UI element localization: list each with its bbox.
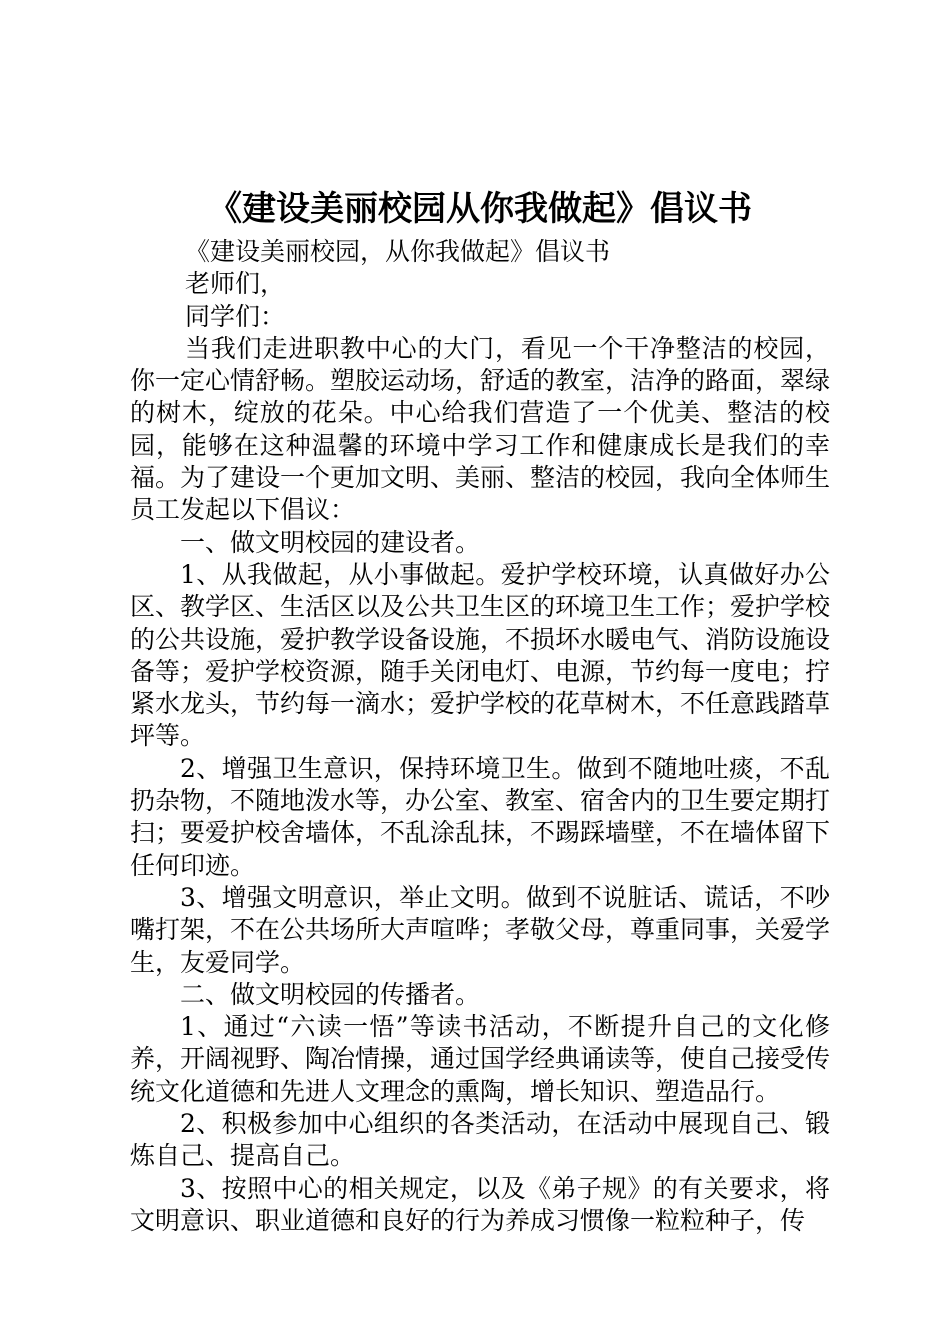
section-heading-1: 一、做文明校园的建设者。 [180, 527, 481, 557]
section-1-item-2: 2、增强卫生意识，保持环境卫生。做到不随地吐痰，不乱扔杂物，不随地泼水等，办公室、教室、宿舍内的卫生要定期打扫；要爱护校舍墙体，不乱涂乱抹，不踢踩墙壁，不在墙体留下任何印迹。 [130, 753, 831, 880]
salutation-teachers: 老师们， [185, 269, 286, 299]
document-body [130, 236, 830, 1237]
section-2-item-2: 2、积极参加中心组织的各类活动，在活动中展现自己、锻炼自己、提高自己。 [130, 1109, 830, 1171]
section-heading-2: 二、做文明校园的传播者。 [180, 979, 481, 1009]
section-2-item-3: 3、按照中心的相关规定，以及《弟子规》的有关要求，将文明意识、职业道德和良好的行为养成习惯像一粒粒种子，传 [130, 1173, 830, 1235]
subtitle-line: 《建设美丽校园，从你我做起》倡议书 [185, 237, 611, 266]
document-page [130, 184, 830, 1237]
intro-paragraph: 当我们走进职教中心的大门，看见一个干净整洁的校园，你一定心情舒畅。塑胶运动场，舒适的教室，洁净的路面，翠绿的树木，绽放的花朵。中心给我们营造了一个优美、整洁的校园，能够在这种温馨的环境中学习工作和健康成长是我们的幸福。为了建设一个更加文明、美丽、整洁的校园，我向全体师生员工发起以下倡议： [130, 333, 831, 525]
section-2-item-1: 1、通过“六读一悟”等读书活动，不断提升自己的文化修养，开阔视野、陶冶情操，通过国学经典诵读等，使自己接受传统文化道德和先进人文理念的熏陶，增长知识、塑造品行。 [130, 1012, 831, 1106]
salutation-students: 同学们： [185, 301, 286, 331]
section-1-item-1: 1、从我做起，从小事做起。爱护学校环境，认真做好办公区、教学区、生活区以及公共卫生区的环境卫生工作；爱护学校的公共设施，爱护教学设备设施，不损坏水暖电气、消防设施设备等；爱护学校资源，随手关闭电灯、电源，节约每一度电；拧紧水龙头，节约每一滴水；爱护学校的花草树木，不任意践踏草坪等。 [130, 559, 831, 751]
section-1-item-3: 3、增强文明意识，举止文明。做到不说脏话、谎话，不吵嘴打架，不在公共场所大声喧哗；孝敬父母，尊重同事，关爱学生，友爱同学。 [130, 882, 831, 977]
document-title: 《建设美丽校园从你我做起》倡议书 [208, 189, 752, 229]
